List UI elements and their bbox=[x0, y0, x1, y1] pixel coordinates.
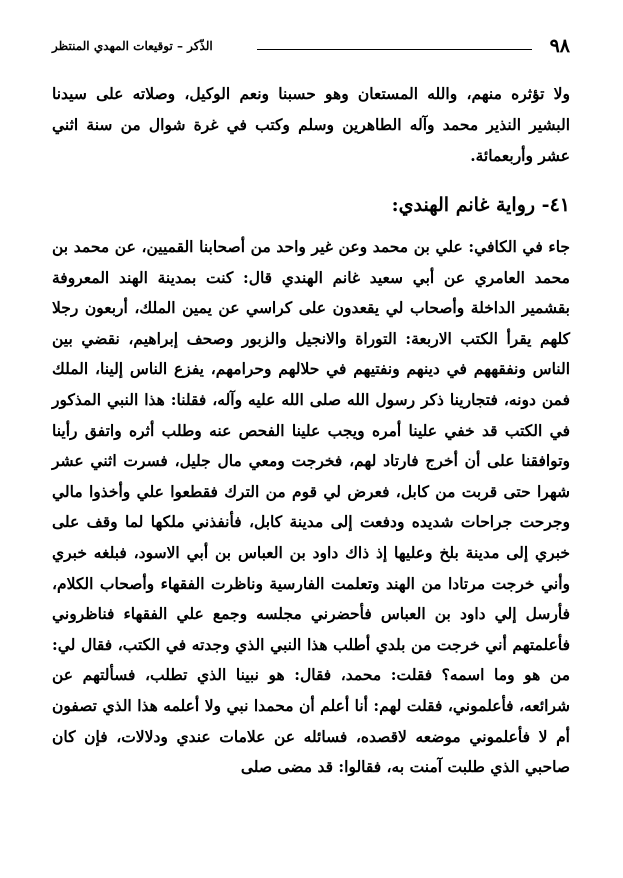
running-title: الذّكر – توقيعات المهدي المنتظر bbox=[52, 39, 213, 53]
closing-paragraph: ولا تؤثره منهم، والله المستعان وهو حسبنا ونعم الوكيل، وصلاته على سيدنا البشير النذير محمد وآله الطاهرين وسلم وكتب في غرة شوال من سنة اثني عشر وأربعمائة. bbox=[52, 84, 570, 165]
page-number: ٩٨ bbox=[549, 35, 570, 57]
header-rule bbox=[257, 49, 532, 50]
page-header bbox=[52, 34, 570, 62]
section-body: جاء في الكافي: علي بن محمد وعن غير واحد من أصحابنا القميين، عن محمد بن محمد العامري عن أبي سعيد غانم الهندي قال: كنت بمدينة الهند المعروفة بقشمير الداخلة وأصحاب لي يقعدون على كراسي عن يمين الملك، أربعون رجلا كلهم يقرأ الكتب الاربعة: التوراة والانجيل والزبور وصحف إبراهيم، نقضي بين الناس ونفقههم في دينهم ونفتيهم في حلالهم وحرامهم، يفزع الناس إلينا، الملك فمن دونه، فتجارينا ذكر رسول الله صلى الله عليه وآله، فقلنا: هذا النبي المذكور في الكتب قد خفي علينا أمره ويجب علينا الفحص عنه وطلب أثره واتفق رأينا وتوافقنا على أن أخرج فارتاد لهم، فخرجت ومعي مال جليل، فسرت اثني عشر شهرا حتى قربت من كابل، فعرض لي قوم من الترك فقطعوا علي وأخذوا مالي وجرحت جراحات شديده ودفعت إلى مدينة كابل، فأنفذني ملكها لما وقف على خبري إلى مدينة بلخ وعليها إذ ذاك داود بن العباس بن أبي الاسود، فبلغه خبري وأني خرجت مرتادا من الهند وتعلمت الفارسية وناظرت الفقهاء وأصحاب الكلام، فأرسل إلي داود بن العباس فأحضرني مجلسه وجمع علي الفقهاء فناظروني فأعلمتهم أني خرجت من بلدي أطلب هذا النبي الذي وجدته في الكتب، فقال لي: من هو وما اسمه؟ فقلت: محمد، فقال: هو نبينا الذي تطلب، فسألتهم عن شرائعه، فأعلموني، فقلت لهم: أنا أعلم أن محمدا نبي ولا أعلمه هذا الذي تصفون أم لا فأعلموني موضعه لاقصده، فسائله عن علامات عندي ودلالات، فإن كان صاحبي الذي طلبت آمنت به، فقالوا: قد مضى صلى bbox=[52, 237, 570, 777]
section-heading: ٤١- رواية غانم الهندي: bbox=[391, 194, 570, 216]
